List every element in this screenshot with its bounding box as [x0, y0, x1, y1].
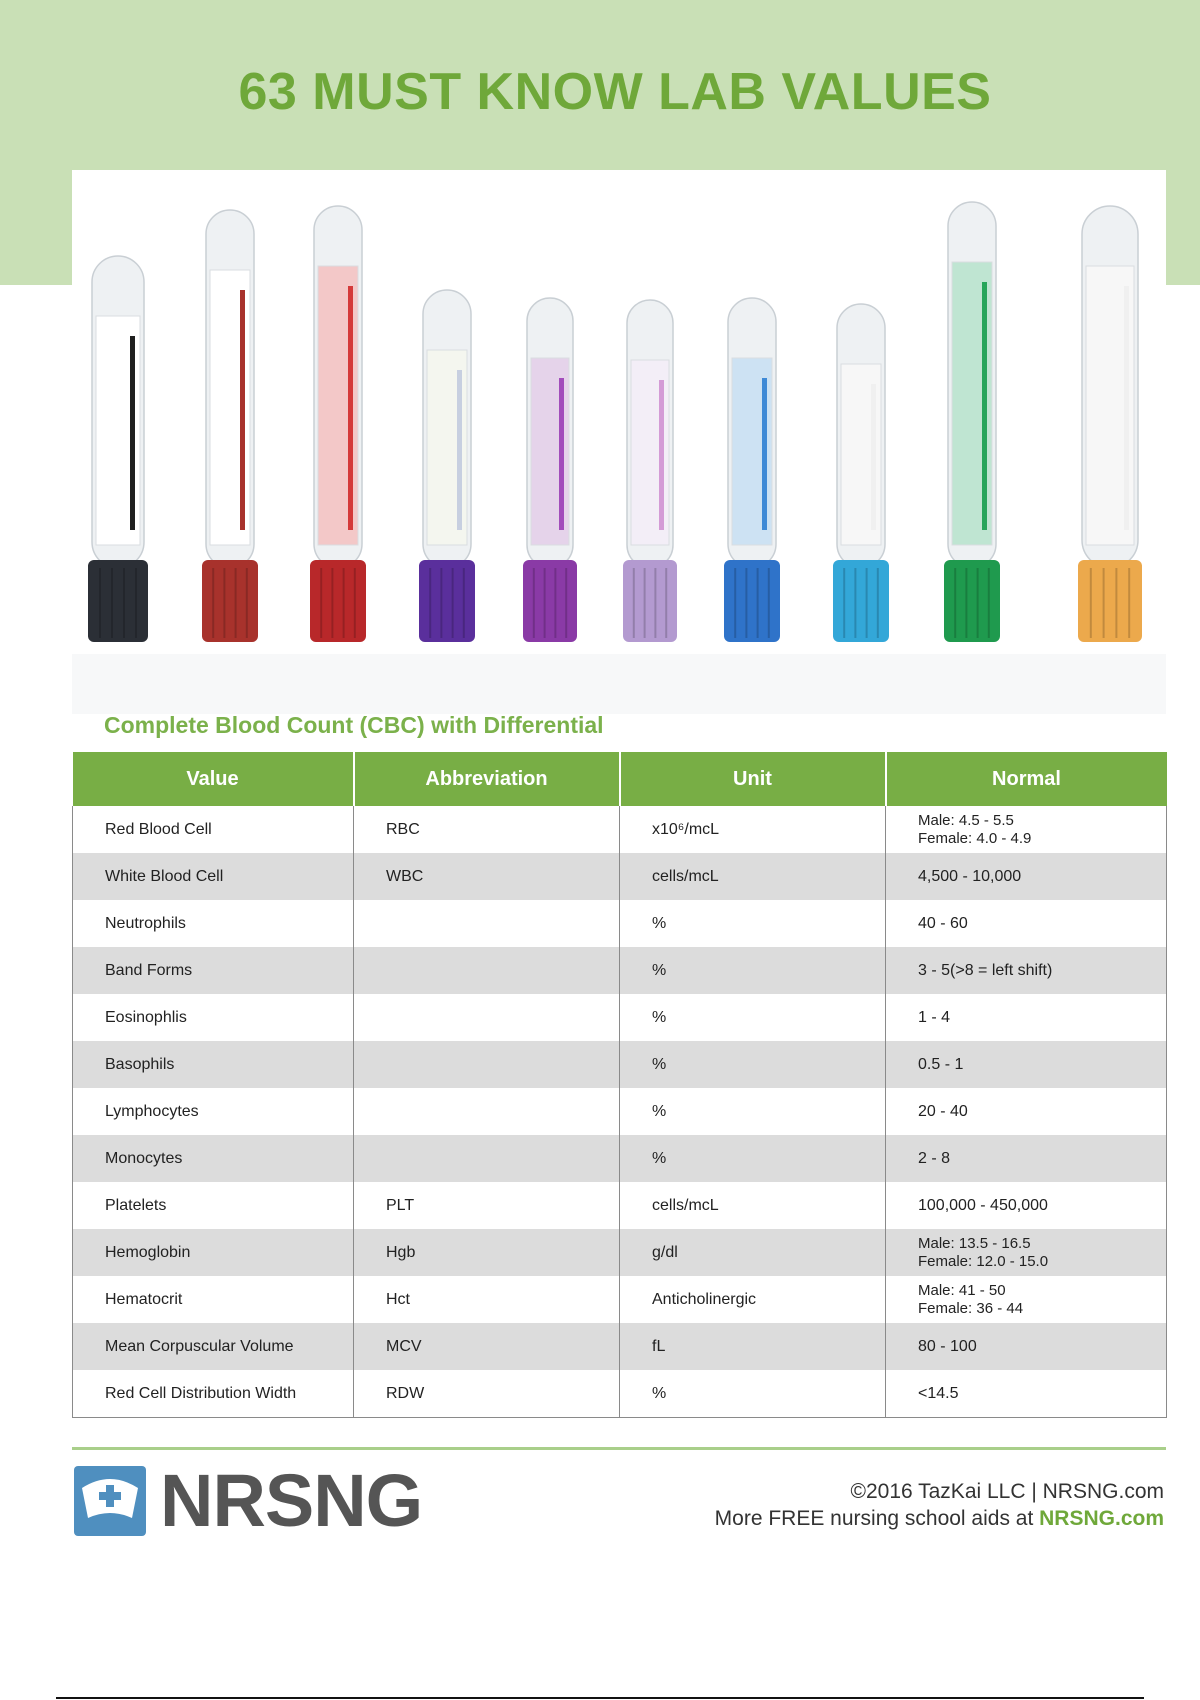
normal-line: 2 - 8	[918, 1149, 951, 1167]
normal-cell	[886, 1229, 1167, 1276]
table-row	[73, 900, 1167, 947]
normal-line: Female: 36 - 44	[918, 1299, 1024, 1317]
header-unit: Unit	[620, 752, 886, 806]
value-cell: Red Blood Cell	[105, 820, 212, 838]
more-aids-text	[715, 1507, 1164, 1531]
abbreviation-cell: MCV	[354, 1323, 620, 1370]
table-row	[73, 1323, 1167, 1370]
normal-cell	[886, 947, 1167, 994]
table-row	[73, 1088, 1167, 1135]
tube-cap	[944, 560, 1000, 642]
unit-cell: %	[620, 994, 886, 1041]
tube-stripe	[130, 336, 135, 530]
normal-line: 40 - 60	[918, 914, 968, 932]
footer-divider	[72, 1447, 1166, 1450]
unit-cell: cells/mcL	[620, 853, 886, 900]
table-header-row	[73, 752, 1167, 806]
value-cell: Eosinophlis	[105, 1008, 187, 1026]
abbreviation-cell	[354, 1041, 620, 1088]
value-cell: Red Cell Distribution Width	[105, 1384, 297, 1402]
tube-stripe	[1124, 286, 1129, 530]
table-row	[73, 1041, 1167, 1088]
table-row	[73, 1182, 1167, 1229]
value-cell: Basophils	[73, 1041, 354, 1088]
table-row	[73, 1135, 1167, 1182]
lab-values-table	[72, 752, 1167, 1418]
unit-cell: %	[620, 1135, 886, 1182]
tube-cap	[1078, 560, 1142, 642]
normal-line: 0.5 - 1	[918, 1055, 964, 1073]
abbreviation-cell: RDW	[354, 1370, 620, 1418]
copyright-text: ©2016 TazKai LLC | NRSNG.com	[850, 1480, 1164, 1503]
abbreviation-cell: PLT	[354, 1182, 620, 1229]
value-cell: Monocytes	[73, 1135, 354, 1182]
unit-cell: %	[620, 1370, 886, 1418]
normal-line: Female: 4.0 - 4.9	[918, 829, 1032, 847]
unit-cell: %	[620, 1041, 886, 1088]
bottom-rule	[56, 1697, 1144, 1699]
table-row	[73, 1229, 1167, 1276]
tube-cap	[419, 560, 475, 642]
normal-line: 3 - 5(>8 = left shift)	[918, 961, 1053, 979]
abbreviation-cell: Hct	[354, 1276, 620, 1323]
table-row	[73, 853, 1167, 900]
abbreviation-cell	[354, 947, 620, 994]
unit-cell: Anticholinergic	[620, 1276, 886, 1323]
normal-cell	[886, 853, 1167, 900]
normal-cell	[886, 1041, 1167, 1088]
normal-cell	[886, 1135, 1167, 1182]
abbreviation-cell: Hgb	[354, 1229, 620, 1276]
tube-cap	[623, 560, 677, 642]
normal-cell	[886, 1182, 1167, 1229]
normal-line: 20 - 40	[918, 1102, 968, 1120]
table-row	[73, 806, 1167, 853]
tube-cap	[523, 560, 577, 642]
table-row	[73, 947, 1167, 994]
normal-line: 4,500 - 10,000	[918, 867, 1022, 885]
abbreviation-cell	[354, 994, 620, 1041]
normal-cell	[886, 994, 1167, 1041]
normal-line: 80 - 100	[918, 1337, 977, 1355]
lab-table-body	[73, 806, 1167, 1418]
normal-line: <14.5	[918, 1384, 959, 1402]
unit-cell: x10⁶/mcL	[620, 806, 886, 853]
normal-line: 1 - 4	[918, 1008, 951, 1026]
abbreviation-cell	[354, 900, 620, 947]
normal-line: Male: 4.5 - 5.5	[918, 811, 1014, 829]
value-cell: Platelets	[105, 1196, 167, 1214]
tube-stripe	[659, 380, 664, 530]
normal-cell	[886, 1370, 1167, 1418]
unit-cell: %	[620, 947, 886, 994]
abbreviation-cell	[354, 1088, 620, 1135]
tube-cap	[724, 560, 780, 642]
normal-cell	[886, 900, 1167, 947]
header-value: Value	[73, 752, 354, 806]
tube-stripe	[457, 370, 462, 530]
unit-cell: %	[620, 900, 886, 947]
header-abbreviation: Abbreviation	[354, 752, 620, 806]
table-row	[73, 994, 1167, 1041]
unit-cell: fL	[620, 1323, 886, 1370]
tube-cap	[310, 560, 366, 642]
section-heading: Complete Blood Count (CBC) with Differential	[104, 712, 604, 738]
nrsng-logo-text: NRSNG	[160, 1459, 423, 1542]
tube-stripe	[982, 282, 987, 530]
tube-cap	[202, 560, 258, 642]
blood-tubes-photo	[72, 170, 1166, 735]
table-row	[73, 1276, 1167, 1323]
normal-cell	[886, 806, 1167, 853]
tubes-illustration	[72, 170, 1166, 735]
tube-stripe	[348, 286, 353, 530]
tube-stripe	[762, 378, 767, 530]
value-cell: Lymphocytes	[105, 1102, 199, 1120]
tube-cap	[833, 560, 889, 642]
value-cell: Hematocrit	[105, 1290, 183, 1308]
tube-stripe	[240, 290, 245, 530]
tube-stripe	[871, 384, 876, 530]
normal-cell	[886, 1323, 1167, 1370]
value-cell: Hemoglobin	[73, 1229, 354, 1276]
normal-cell	[886, 1276, 1167, 1323]
normal-line: Male: 13.5 - 16.5	[918, 1234, 1031, 1252]
value-cell: White Blood Cell	[73, 853, 354, 900]
abbreviation-cell	[354, 1135, 620, 1182]
tube-cap	[88, 560, 148, 642]
more-aids-prefix: More FREE nursing school aids at	[714, 1507, 1040, 1530]
reflection-area	[72, 654, 1166, 714]
abbreviation-cell: RBC	[354, 806, 620, 853]
tube-stripe	[559, 378, 564, 530]
unit-cell: cells/mcL	[620, 1182, 886, 1229]
table-row	[73, 1370, 1167, 1418]
value-cell: Mean Corpuscular Volume	[73, 1323, 354, 1370]
normal-line: Male: 41 - 50	[918, 1281, 1006, 1299]
normal-line: Female: 12.0 - 15.0	[918, 1252, 1049, 1270]
nrsng-site-link[interactable]: NRSNG.com	[1039, 1507, 1164, 1530]
abbreviation-cell: WBC	[354, 853, 620, 900]
page-title: 63 MUST KNOW LAB VALUES	[238, 63, 992, 121]
value-cell: Band Forms	[73, 947, 354, 994]
header-normal: Normal	[886, 752, 1167, 806]
unit-cell: %	[620, 1088, 886, 1135]
normal-line: 100,000 - 450,000	[918, 1196, 1048, 1214]
value-cell: Neutrophils	[105, 914, 186, 932]
nurse-cap-icon	[74, 1466, 146, 1536]
unit-cell: g/dl	[620, 1229, 886, 1276]
normal-cell	[886, 1088, 1167, 1135]
